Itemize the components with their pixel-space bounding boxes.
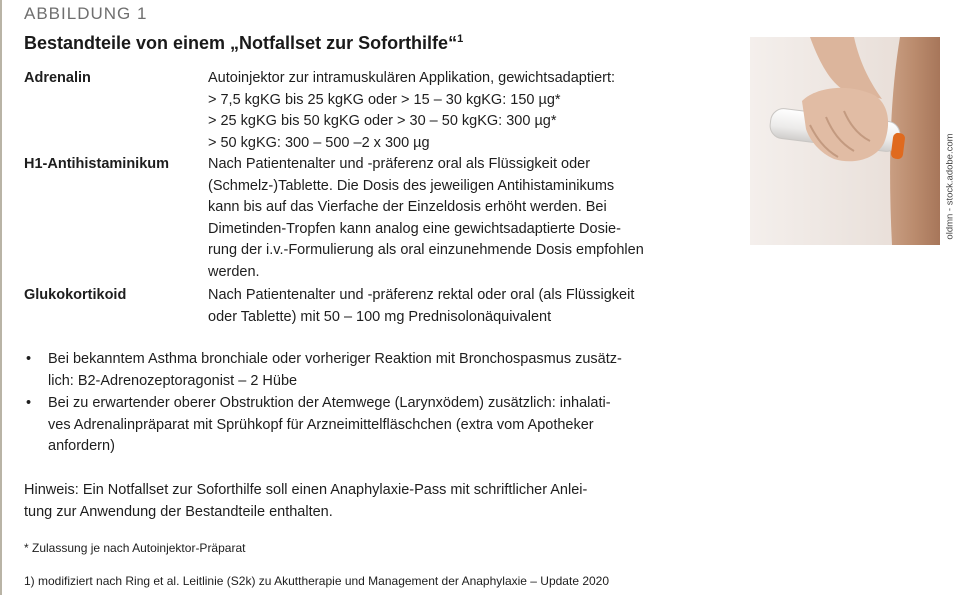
additional-items-list [24,349,714,459]
description-line: Dimetinden-Tropfen kann analog eine gewichtsadaptierte Dosie- [208,220,621,237]
note-line: Hinweis: Ein Notfallset zur Soforthilfe soll einen Anaphylaxie-Pass mit schriftlicher Anlei- [24,482,588,498]
component-description [208,68,708,154]
figure-title [24,33,463,54]
footnote-reference: 1) modifiziert nach Ring et al. Leitlinie (S2k) zu Akuttherapie und Management der Anaphylaxie – Update 2020 [24,574,610,588]
figure-label: ABBILDUNG 1 [24,4,148,23]
photo-illustration [750,37,940,245]
autoinjector-photo [750,37,940,245]
description-line: oder Tablette) mit 50 – 100 mg Prednisolonäquivalent [208,308,552,325]
component-term: Glukokortikoid [24,287,127,303]
description-line: Nach Patientenalter und -präferenz rektal oder oral (als Flüssigkeit [208,287,635,303]
list-item-line: • Bei bekanntem Asthma bronchiale oder vorheriger Reaktion mit Bronchospasmus zusätz- [48,351,622,367]
component-term: Adrenalin [24,70,91,86]
description-line: > 25 kgKG bis 50 kgKG oder > 30 – 50 kgKG: 300 µg* [208,113,557,129]
component-description [208,154,708,283]
photo-credit-text: oldmn - stock.adobe.com [944,133,956,240]
list-item-line: • Bei zu erwartender oberer Obstruktion der Atemwege (Larynxödem) zusätzlich: inhalati- [48,395,611,411]
description-line: > 50 kgKG: 300 – 500 –2 x 300 µg [208,134,430,151]
list-item-line: anfordern) [48,438,115,454]
left-border-line [0,0,2,595]
list-item [24,393,714,458]
component-term: H1-Antihistaminikum [24,156,170,172]
list-item [24,349,714,392]
description-line: Autoinjektor zur intramuskulären Applikation, gewichtsadaptiert: [208,70,616,86]
photo-credit [940,131,958,251]
list-item-line: ves Adrenalinpräparat mit Sprühkopf für Arzneimittelfläschchen (extra vom Apotheker [48,416,594,433]
note-line: tung zur Anwendung der Bestandteile enthalten. [24,503,333,520]
footnote-asterisk: * Zulassung je nach Autoinjektor-Präparat [24,541,246,555]
description-line: Nach Patientenalter und -präferenz oral als Flüssigkeit oder [208,156,591,172]
component-description [208,285,708,328]
list-item-line: lich: B2-Adrenozeptoragonist – 2 Hübe [48,372,298,389]
description-line: werden. [208,263,260,280]
description-line: kann bis auf das Vierfache der Einzeldosis erhöht werden. Bei [208,199,607,215]
description-line: > 7,5 kgKG bis 25 kgKG oder > 15 – 30 kgKG: 150 µg* [208,91,561,108]
hint-note [24,480,587,523]
description-line: rung der i.v.-Formulierung als oral einzunehmende Dosis empfohlen [208,242,644,258]
description-line: (Schmelz-)Tablette. Die Dosis des jeweiligen Antihistaminikums [208,177,615,194]
figure-title-text: Bestandteile von einem „Notfallset zur Soforthilfe“ [24,33,458,53]
figure-title-reference: 1 [457,33,464,45]
